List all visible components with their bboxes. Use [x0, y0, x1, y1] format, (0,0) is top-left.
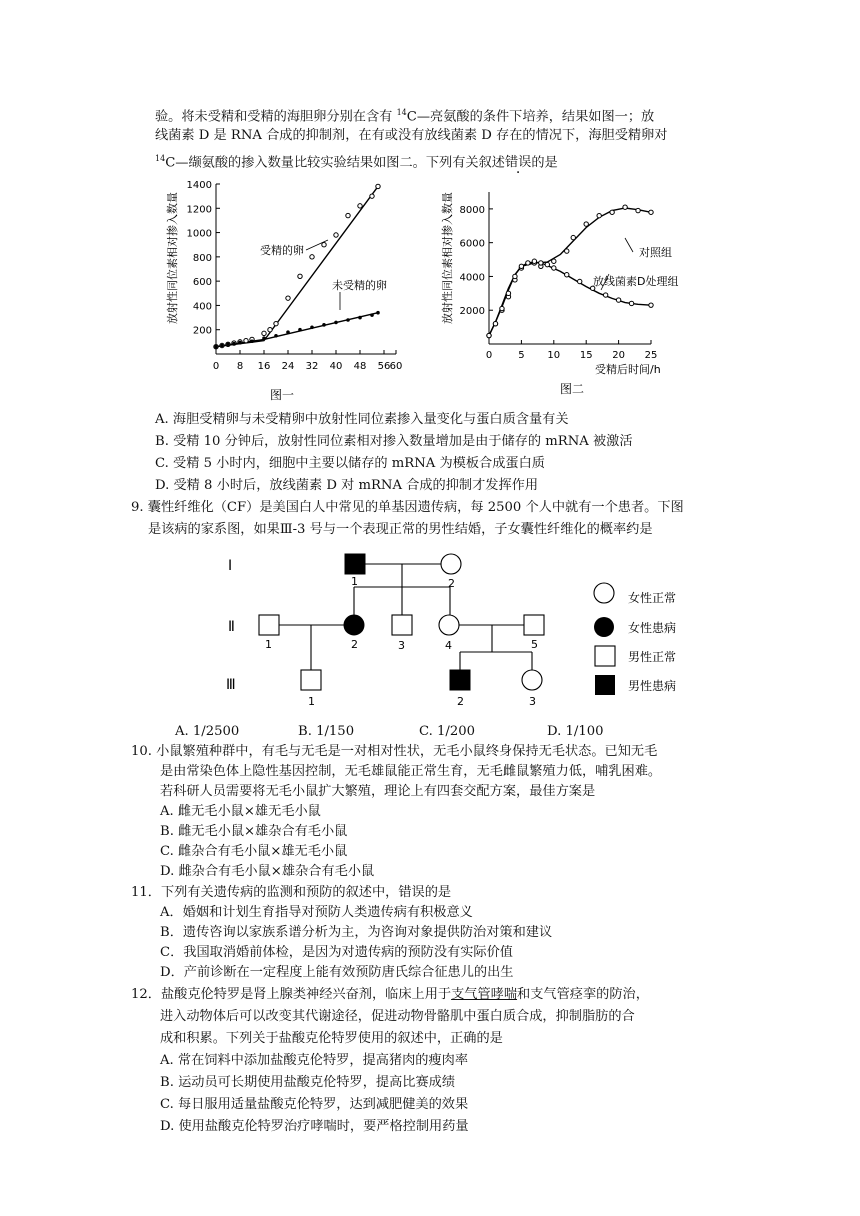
figure-1-chart	[160, 172, 410, 402]
q9-option-d: D. 1/100	[547, 724, 604, 739]
q10-option-c: C. 雌杂合有毛小鼠×雄无毛小鼠	[160, 844, 348, 859]
fig1-ytick-label: 200	[192, 325, 212, 337]
fig2-point-treated	[603, 293, 607, 297]
num-II2: 2	[351, 638, 358, 651]
q9-stem-line-1: 9. 囊性纤维化（CF）是美国白人中常见的单基因遗传病，每 2500 个人中就有一个患者。下图	[131, 500, 684, 515]
fig1-xtick-label: 24	[281, 361, 295, 372]
fig1-xtick-label: 56	[377, 361, 391, 372]
fig1-point-unfertilized	[346, 318, 350, 322]
emphasis-wrong: 错误	[504, 155, 532, 171]
legend-affected-female-symbol	[594, 617, 614, 637]
fig1-xtick-label: 60	[389, 361, 403, 372]
q12-option-c: C. 每日服用适量盐酸克伦特罗，达到减肥健美的效果	[160, 1097, 469, 1112]
fig1-label-unfertilized: 未受精的卵	[332, 279, 387, 292]
pedigree-I1-affected-male	[345, 554, 365, 574]
fig1-xtick-label: 0	[212, 361, 220, 372]
fig1-xtick-label: 8	[236, 361, 244, 372]
q10-stem-line-1: 10. 小鼠繁殖种群中，有毛与无毛是一对相对性状，无毛小鼠终身保持无毛状态。已知无毛	[131, 744, 658, 759]
fig1-ytick-label: 1000	[186, 228, 212, 240]
legend-normal-female: 女性正常	[628, 591, 677, 605]
fig2-xtick-label: 20	[612, 350, 625, 361]
pedigree-II2-affected-female	[344, 615, 364, 635]
fig1-xtick-label: 16	[257, 361, 271, 372]
num-I1: 1	[351, 575, 358, 588]
q12-option-b: B. 运动员可长期使用盐酸克伦特罗，提高比赛成绩	[160, 1075, 456, 1090]
num-III1: 1	[308, 695, 315, 708]
pedigree-II4-normal-female	[439, 615, 459, 635]
fig2-ytick-label: 4000	[459, 272, 485, 284]
fig1-point-unfertilized	[214, 345, 218, 349]
q11-option-b: B．遗传咨询以家族系谱分析为主，为咨询对象提供防治对策和建议	[160, 925, 553, 940]
fig1-point-fertilized	[370, 194, 374, 198]
fig2-point-treated	[487, 333, 491, 337]
fig1-point-fertilized	[322, 243, 326, 247]
num-II4: 4	[445, 639, 452, 652]
fig1-point-unfertilized	[226, 342, 230, 346]
intro-line-1: 验。将未受精和受精的海胆卵分别在含有 $^{14}$C—亮氨酸的条件下培养，结果如图一；放	[155, 108, 655, 125]
intro-line-2: 线菌素 D 是 RNA 合成的抑制剂，在有或没有放线菌素 D 存在的情况下，海胆受精卵对	[155, 128, 668, 143]
fig1-ytick-label: 1400	[186, 180, 212, 191]
q11-stem: 11．下列有关遗传病的监测和预防的叙述中，错误的是	[131, 885, 452, 900]
q9-stem-line-2: 是该病的家系图，如果Ⅲ-3 号与一个表现正常的男性结婚，子女囊性纤维化的概率约是	[148, 522, 653, 537]
q9-option-b: B. 1/150	[298, 724, 355, 739]
pedigree-III1-normal-male	[301, 670, 321, 690]
fig1-point-fertilized	[286, 296, 290, 300]
fig1-point-fertilized	[274, 321, 278, 325]
q8-option-c: C. 受精 5 小时内，细胞中主要以储存的 mRNA 为模板合成蛋白质	[155, 456, 545, 471]
fig2-point-treated	[513, 274, 517, 278]
fig2-xtick-label: 0	[485, 350, 493, 361]
legend-normal-female-symbol	[594, 583, 614, 603]
fig1-point-unfertilized	[262, 336, 266, 340]
fig1-point-fertilized	[346, 213, 350, 217]
fig1-line-fertilized	[216, 186, 378, 346]
q8-option-a: A. 海胆受精卵与未受精卵中放射性同位素掺入量变化与蛋白质含量有关	[155, 412, 569, 427]
fig2-point-control	[584, 222, 588, 226]
fig2-xtick-label: 15	[579, 350, 593, 361]
legend-affected-male: 男性患病	[628, 679, 677, 693]
fig1-point-unfertilized	[334, 321, 338, 325]
fig1-point-fertilized	[298, 274, 302, 278]
fig2-xtick-label: 5	[518, 350, 525, 361]
fig1-point-unfertilized	[232, 342, 236, 346]
fig2-caption: 图二	[560, 382, 585, 396]
fig2-point-treated	[539, 261, 543, 265]
fig1-point-unfertilized	[286, 330, 290, 334]
fig1-ytick-label: 800	[192, 252, 212, 264]
q12-stem-line-1: 12．盐酸克伦特罗是肾上腺类神经兴奋剂，临床上用于支气管哮喘和支气管痉挛的防治，	[131, 987, 649, 1002]
pedigree-II3-normal-male	[392, 615, 412, 635]
fig2-xtick-label: 25	[644, 350, 658, 361]
legend-normal-male: 男性正常	[628, 650, 677, 664]
fig2-line-control	[489, 208, 651, 336]
fig1-point-unfertilized	[238, 341, 242, 345]
pedigree-I2-normal-female	[441, 554, 461, 574]
fig2-point-treated	[532, 259, 536, 263]
fig1-point-unfertilized	[298, 328, 302, 332]
legend-affected-female: 女性患病	[628, 621, 677, 635]
pedigree-III3-normal-female	[522, 670, 542, 690]
fig2-point-treated	[616, 298, 620, 302]
fig1-plot	[187, 180, 403, 372]
fig2-point-control	[597, 213, 601, 217]
fig1-point-fertilized	[262, 331, 266, 335]
num-II5: 5	[531, 638, 538, 651]
fig1-point-unfertilized	[250, 339, 254, 343]
q9-option-c: C. 1/200	[419, 724, 476, 739]
q10-option-d: D. 雌杂合有毛小鼠×雄杂合有毛小鼠	[160, 864, 375, 879]
fig1-point-unfertilized	[376, 311, 380, 315]
fig2-ytick-label: 8000	[459, 204, 485, 216]
pedigree-III2-affected-male	[450, 670, 470, 690]
fig1-label-fertilized: 受精的卵	[260, 244, 304, 257]
fig2-point-control	[649, 210, 653, 214]
fig2-xlabel: 受精后时间/h	[595, 363, 661, 376]
fig2-point-treated	[552, 266, 556, 270]
fig2-point-control	[636, 208, 640, 212]
fig1-xtick-label: 32	[305, 361, 319, 372]
fig2-point-treated	[545, 262, 549, 266]
pedigree-chart	[220, 545, 720, 710]
pedigree-II1-normal-male	[259, 615, 279, 635]
legend-normal-male-symbol	[595, 646, 615, 666]
fig2-point-treated	[649, 303, 653, 307]
legend-affected-male-symbol	[595, 675, 615, 695]
pedigree-II5-normal-male	[524, 615, 544, 635]
fig1-xtick-label: 40	[329, 361, 343, 372]
fig1-point-unfertilized	[322, 323, 326, 327]
q8-option-b: B. 受精 10 分钟后，放射性同位素相对掺入数量增加是由于储存的 mRNA 被激活	[155, 434, 633, 449]
intro-line-3: $^{14}$C—缬氨酸的掺入数量比较实验结果如图二。下列有关叙述错误的是	[155, 154, 558, 171]
fig2-point-treated	[500, 306, 504, 310]
num-III2: 2	[457, 695, 464, 708]
num-II3: 3	[398, 639, 405, 652]
fig1-ytick-label: 600	[192, 277, 212, 289]
underlined-term: 支气管哮喘	[451, 987, 518, 1002]
fig2-point-treated	[526, 261, 530, 265]
fig1-point-unfertilized	[370, 313, 374, 317]
num-III3: 3	[529, 695, 536, 708]
fig1-point-fertilized	[244, 338, 248, 342]
fig1-xtick-label: 48	[353, 361, 367, 372]
gen-label-II: Ⅱ	[228, 619, 235, 635]
fig1-ytick-label: 400	[192, 301, 212, 313]
gen-label-III: Ⅲ	[226, 677, 236, 693]
fig1-ylabel: 放射性同位素相对掺入数量	[166, 192, 179, 324]
fig2-point-treated	[629, 301, 633, 305]
q12-stem-line-3: 成和积累。下列关于盐酸克伦特罗使用的叙述中，正确的是	[160, 1031, 503, 1046]
q10-stem-line-3: 若科研人员需要将无毛小鼠扩大繁殖，理论上有四套交配方案，最佳方案是	[160, 784, 596, 799]
fig1-ytick-label: 1200	[186, 204, 212, 216]
fig2-point-control	[552, 259, 556, 263]
fig1-point-unfertilized	[358, 316, 362, 320]
q10-option-b: B. 雌无毛小鼠×雄杂合有毛小鼠	[160, 824, 348, 839]
q12-option-d: D. 使用盐酸克伦特罗治疗哮喘时，要严格控制用药量	[160, 1119, 469, 1134]
fig2-point-control	[610, 210, 614, 214]
gen-label-I: Ⅰ	[228, 558, 233, 574]
q11-option-a: A．婚姻和计划生育指导对预防人类遗传病有积极意义	[160, 905, 473, 920]
q12-option-a: A. 常在饲料中添加盐酸克伦特罗，提高猪肉的瘦肉率	[160, 1053, 469, 1068]
fig1-point-unfertilized	[220, 344, 224, 348]
fig2-ytick-label: 2000	[459, 306, 485, 318]
q11-option-c: C．我国取消婚前体检，是因为对遗传病的预防没有实际价值	[160, 945, 513, 960]
fig2-line-treated	[489, 262, 651, 336]
fig2-point-treated	[578, 279, 582, 283]
fig1-point-fertilized	[358, 204, 362, 208]
num-I2: 2	[448, 577, 455, 590]
fig1-point-fertilized	[310, 255, 314, 259]
q11-option-d: D．产前诊断在一定程度上能有效预防唐氏综合征患儿的出生	[160, 965, 514, 980]
fig2-ylabel: 放射性同位素相对掺入数量	[441, 192, 454, 324]
fig2-label-treated: 放线菌素D处理组	[593, 275, 679, 288]
fig2-point-control	[623, 205, 627, 209]
fig1-point-fertilized	[334, 233, 338, 237]
num-II1: 1	[265, 638, 272, 651]
q12-stem-line-2: 进入动物体后可以改变其代谢途径，促进动物骨骼肌中蛋白质合成，抑制脂肪的合	[160, 1009, 635, 1024]
fig2-point-treated	[519, 264, 523, 268]
fig2-label-control: 对照组	[639, 246, 672, 259]
q10-stem-line-2: 是由常染色体上隐性基因控制，无毛雄鼠能正常生育，无毛雌鼠繁殖力低，哺乳困难。	[160, 764, 662, 779]
fig2-ytick-label: 6000	[459, 238, 485, 250]
fig2-point-control	[571, 235, 575, 239]
fig2-leader-control	[625, 238, 633, 252]
q8-option-d: D. 受精 8 小时后，放线菌素 D 对 mRNA 合成的抑制才发挥作用	[155, 478, 539, 493]
fig1-point-unfertilized	[310, 325, 314, 329]
fig2-point-treated	[565, 273, 569, 277]
fig1-point-unfertilized	[274, 334, 278, 338]
fig1-caption: 图一	[270, 388, 295, 402]
fig2-xtick-label: 10	[547, 350, 561, 361]
fig2-point-treated	[506, 291, 510, 295]
q10-option-a: A. 雌无毛小鼠×雄无毛小鼠	[160, 804, 321, 819]
fig1-point-fertilized	[268, 328, 272, 332]
fig2-point-control	[565, 249, 569, 253]
fig1-point-fertilized	[376, 184, 380, 188]
figure-2-chart	[435, 178, 695, 398]
q9-option-a: A. 1/2500	[175, 724, 240, 739]
fig2-point-treated	[493, 322, 497, 326]
